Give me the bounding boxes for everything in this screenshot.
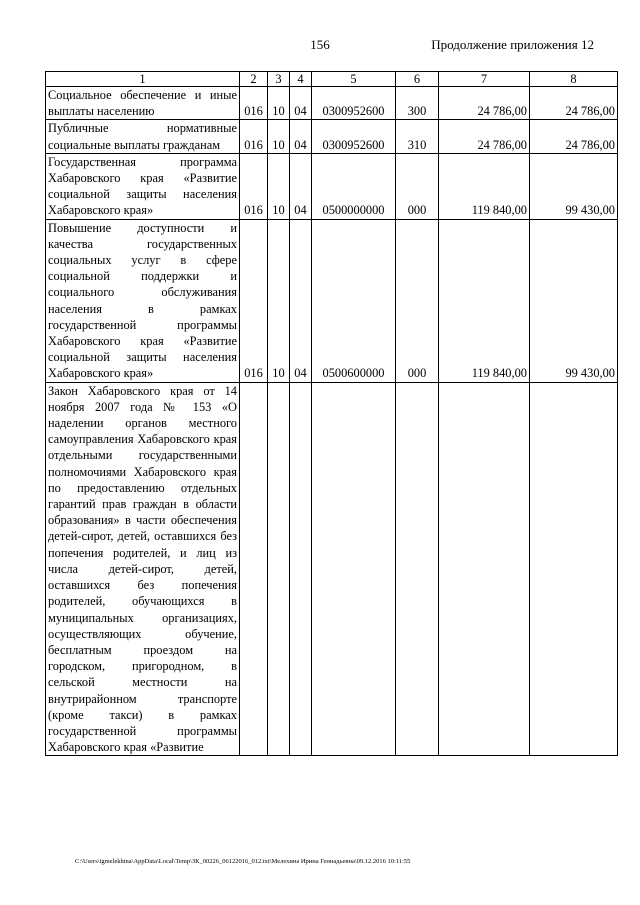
col-header: 4: [290, 72, 312, 87]
col-header: 1: [46, 72, 240, 87]
cell-amount-1: 119 840,00: [439, 153, 530, 219]
cell-amount-2: [530, 382, 618, 756]
cell-section: 10: [268, 153, 290, 219]
table-row: [46, 382, 618, 756]
cell-target: 0500000000: [312, 153, 396, 219]
cell-subsection: [290, 382, 312, 756]
row-name: Закон Хабаровского края от 14 ноября 2007 года № 153 «О наделении органов местного самоуправления Хабаровского края отдельными государственными полномочиями Хабаровского края по предоставлению отдельных гарантий прав граждан в области образования» в части обеспечения детей-сирот, детей, оставшихся без попечения родителей, и лиц из числа детей-сирот, детей, оставшихся без попечения родителей, обучающихся в муниципальных организациях, осуществляющих обучение, бесплатным проездом на городском, пригородном, в сельской местности на внутрирайонном транспорте (кроме такси) в рамках государственной программы Хабаровского края «Развитие: [46, 382, 240, 756]
cell-amount-1: [439, 382, 530, 756]
row-name: Социальное обеспечение и иные выплаты населению: [46, 87, 240, 120]
cell-section: [268, 382, 290, 756]
header-row: [46, 72, 618, 87]
cell-subsection: 04: [290, 120, 312, 153]
cell-amount-2: 99 430,00: [530, 153, 618, 219]
cell-subsection: 04: [290, 153, 312, 219]
cell-target: 0300952600: [312, 87, 396, 120]
continuation-note: Продолжение приложения 12: [431, 37, 594, 52]
cell-ministry: 016: [240, 120, 268, 153]
col-header: 6: [396, 72, 439, 87]
cell-subsection: 04: [290, 87, 312, 120]
cell-subsection: 04: [290, 219, 312, 382]
col-header: 2: [240, 72, 268, 87]
row-name: Публичные нормативные социальные выплаты гражданам: [46, 120, 240, 153]
page-number: 156: [310, 37, 330, 52]
col-header: 8: [530, 72, 618, 87]
cell-amount-1: 24 786,00: [439, 120, 530, 153]
cell-amount-2: 99 430,00: [530, 219, 618, 382]
col-header: 3: [268, 72, 290, 87]
cell-section: 10: [268, 219, 290, 382]
cell-amount-2: 24 786,00: [530, 87, 618, 120]
cell-expense-type: 310: [396, 120, 439, 153]
budget-table: [45, 71, 618, 756]
table-row: [46, 87, 618, 120]
cell-expense-type: [396, 382, 439, 756]
cell-ministry: 016: [240, 219, 268, 382]
col-header: 5: [312, 72, 396, 87]
cell-section: 10: [268, 87, 290, 120]
cell-amount-1: 119 840,00: [439, 219, 530, 382]
row-name: Государственная программа Хабаровского края «Развитие социальной защиты населения Хабаровского края»: [46, 153, 240, 219]
cell-ministry: 016: [240, 87, 268, 120]
cell-expense-type: 000: [396, 219, 439, 382]
cell-ministry: [240, 382, 268, 756]
cell-section: 10: [268, 120, 290, 153]
cell-expense-type: 000: [396, 153, 439, 219]
table-row: [46, 219, 618, 382]
cell-amount-2: 24 786,00: [530, 120, 618, 153]
cell-target: 0500600000: [312, 219, 396, 382]
cell-amount-1: 24 786,00: [439, 87, 530, 120]
file-path-footer: C:\Users\igmelekhina\AppData\Local\Temp\ЗК_00226_06122016_012.txt\Мелехина Ирина Геннадьевна\09.12.2016 10:11:55: [75, 858, 411, 865]
cell-expense-type: 300: [396, 87, 439, 120]
cell-ministry: 016: [240, 153, 268, 219]
row-name: Повышение доступности и качества государственных социальных услуг в сфере социальной поддержки и социального обслуживания населения в рамках государственной программы Хабаровского края «Развитие социальной защиты населения Хабаровского края»: [46, 219, 240, 382]
cell-target: [312, 382, 396, 756]
col-header: 7: [439, 72, 530, 87]
cell-target: 0300952600: [312, 120, 396, 153]
table-row: [46, 120, 618, 153]
table-row: [46, 153, 618, 219]
